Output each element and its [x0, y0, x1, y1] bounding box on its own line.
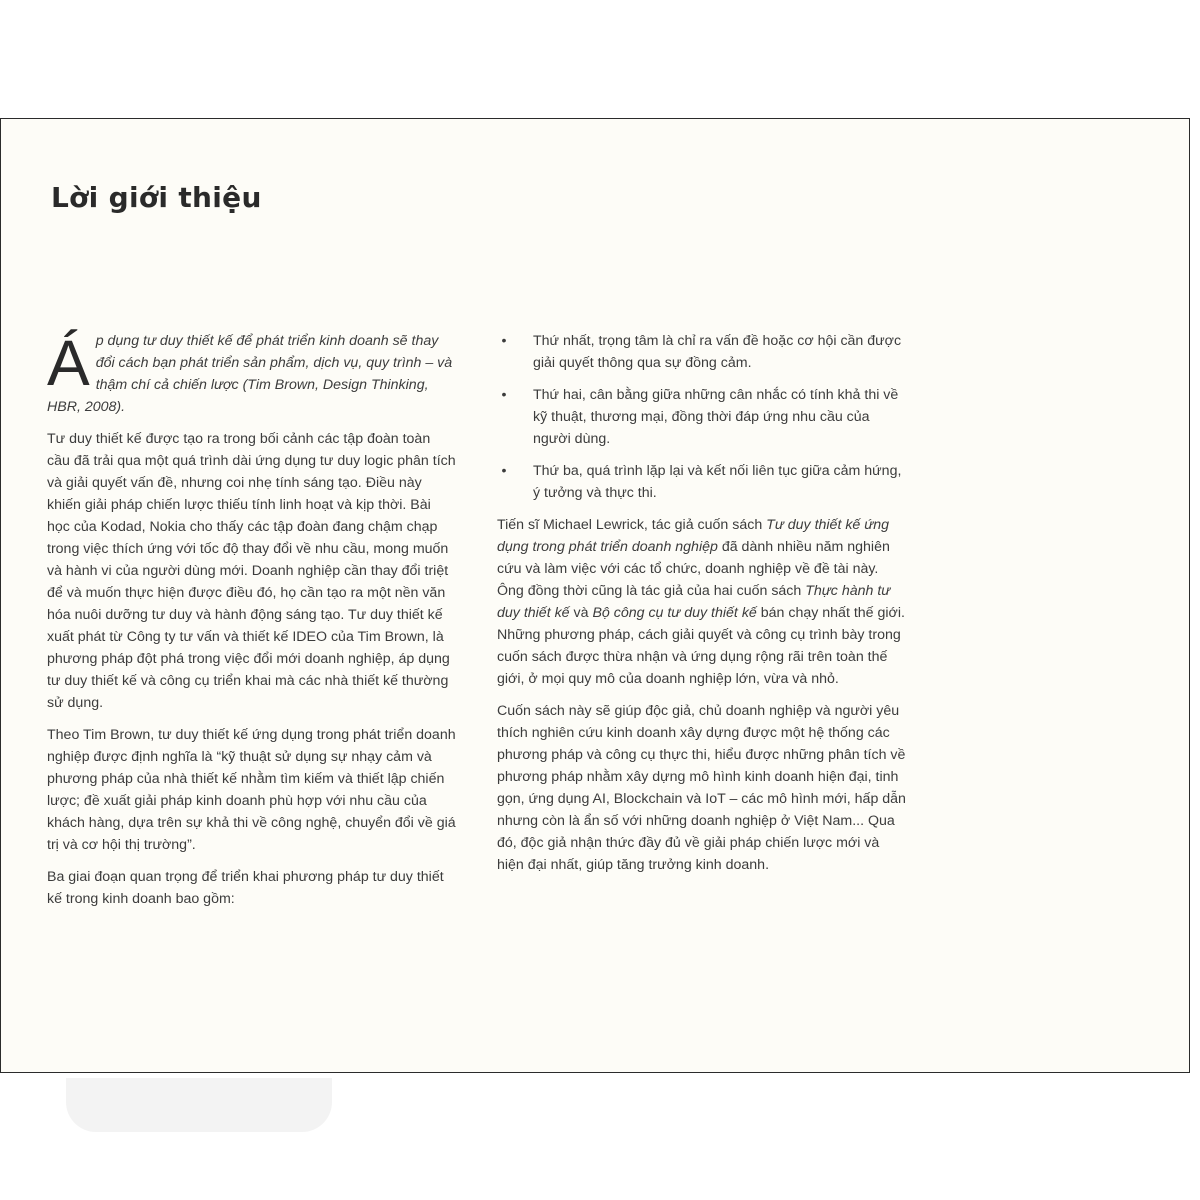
paragraph-4-text: và	[569, 605, 593, 621]
paragraph-3: Ba giai đoạn quan trọng để triển khai phương pháp tư duy thiết kế trong kinh doanh bao gồm:	[47, 869, 444, 907]
paragraph-4-text: đã dành nhiều năm nghiên cứu và làm việc với các tổ chức, doanh nghiệp về đề tài này. Ông đồng thời cũng là tác giả của hai cuốn sách	[497, 539, 890, 599]
stage-list	[497, 330, 907, 504]
paragraph-1: Tư duy thiết kế được tạo ra trong bối cảnh các tập đoàn toàn cầu đã trải qua một quá trình dài ứng dụng tư duy logic phân tích và giải quyết vấn đề, nhưng coi nhẹ tính sáng tạo. Điều này khiến giải pháp chiến lược thiếu tính linh hoạt và kịp thời. Bài học của Kodad, Nokia cho thấy các tập đoàn đang chậm chạp trong việc thích ứng với tốc độ thay đổi về nhu cầu, mong muốn và hành vi của người dùng mới. Doanh nghiệp cần thay đổi triệt để và muốn thực hiện được điều đó, họ cần tạo ra một nền văn hóa nuôi dưỡng tư duy và hành động sáng tạo. Tư duy thiết kế xuất phát từ Công ty tư vấn và thiết kế IDEO của Tim Brown, là phương pháp đột phá trong việc đổi mới doanh nghiệp, áp dụng tư duy thiết kế và công cụ triển khai mà các nhà thiết kế thường sử dụng.	[47, 431, 456, 711]
paragraph-4-text: bán chạy nhất thế giới. Những phương pháp, cách giải quyết và công cụ trình bày trong cuốn sách được thừa nhận và ứng dụng rộng rãi trên toàn thế giới, ở mọi quy mô của doanh nghiệp lớn, vừa và nhỏ.	[497, 605, 905, 687]
list-item-text: Thứ ba, quá trình lặp lại và kết nối liên tục giữa cảm hứng, ý tưởng và thực thi.	[533, 463, 902, 501]
intro-paragraph	[47, 327, 457, 418]
book-title-3: Bộ công cụ tư duy thiết kế	[592, 605, 757, 621]
right-column	[497, 330, 907, 886]
list-item	[497, 460, 907, 504]
paragraph-4-text: Tiến sĩ Michael Lewrick, tác giả cuốn sách	[497, 517, 767, 533]
bullet-icon: •	[501, 463, 507, 479]
list-item	[497, 330, 907, 374]
left-column	[47, 327, 457, 920]
list-item-text: Thứ nhất, trọng tâm là chỉ ra vấn đề hoặc cơ hội cần được giải quyết thông qua sự đồng cảm.	[533, 333, 902, 371]
bullet-icon: •	[501, 333, 507, 349]
page-shadow	[66, 1078, 332, 1132]
paragraph-5: Cuốn sách này sẽ giúp độc giả, chủ doanh nghiệp và người yêu thích nghiên cứu kinh doanh xây dựng được một hệ thống các phương pháp và công cụ thực thi, hiểu được những phân tích về phương pháp nhằm xây dựng mô hình kinh doanh hiện đại, tinh gọn, ứng dụng AI, Blockchain và IoT – các mô hình mới, hấp dẫn nhưng còn là ẩn số với những doanh nghiệp ở Việt Nam... Qua đó, độc giả nhận thức đầy đủ về giải pháp chiến lược mới và hiện đại nhất, giúp tăng trưởng kinh doanh.	[497, 703, 906, 873]
book-page	[0, 118, 1190, 1073]
intro-text: p dụng tư duy thiết kế để phát triển kinh doanh sẽ thay đổi cách bạn phát triển sản phẩm, dịch vụ, quy trình – và thậm chí cả chiến lược (Tim Brown, Design Thinking, HBR, 2008).	[47, 333, 453, 415]
paragraph-4	[497, 514, 907, 690]
paragraph-2: Theo Tim Brown, tư duy thiết kế ứng dụng trong phát triển doanh nghiệp được định nghĩa là “kỹ thuật sử dụng sự nhạy cảm và phương pháp của nhà thiết kế nhằm tìm kiếm và thiết lập chiến lược; đề xuất giải pháp kinh doanh phù hợp với nhu cầu của khách hàng, dựa trên sự khả thi về công nghệ, chuyển đổi về giá trị và cơ hội thị trường”.	[47, 727, 456, 853]
book-title-1: Tư duy thiết kế ứng dụng trong phát triển doanh nghiệp	[497, 517, 890, 555]
list-item	[497, 384, 907, 450]
list-item-text: Thứ hai, cân bằng giữa những cân nhắc có tính khả thi về kỹ thuật, thương mại, đồng thời đáp ứng nhu cầu của người dùng.	[533, 387, 899, 447]
bullet-icon: •	[501, 387, 507, 403]
book-title-2: Thực hành tư duy thiết kế	[497, 583, 891, 621]
page-title: Lời giới thiệu	[51, 181, 262, 214]
drop-cap: Á	[47, 327, 90, 399]
